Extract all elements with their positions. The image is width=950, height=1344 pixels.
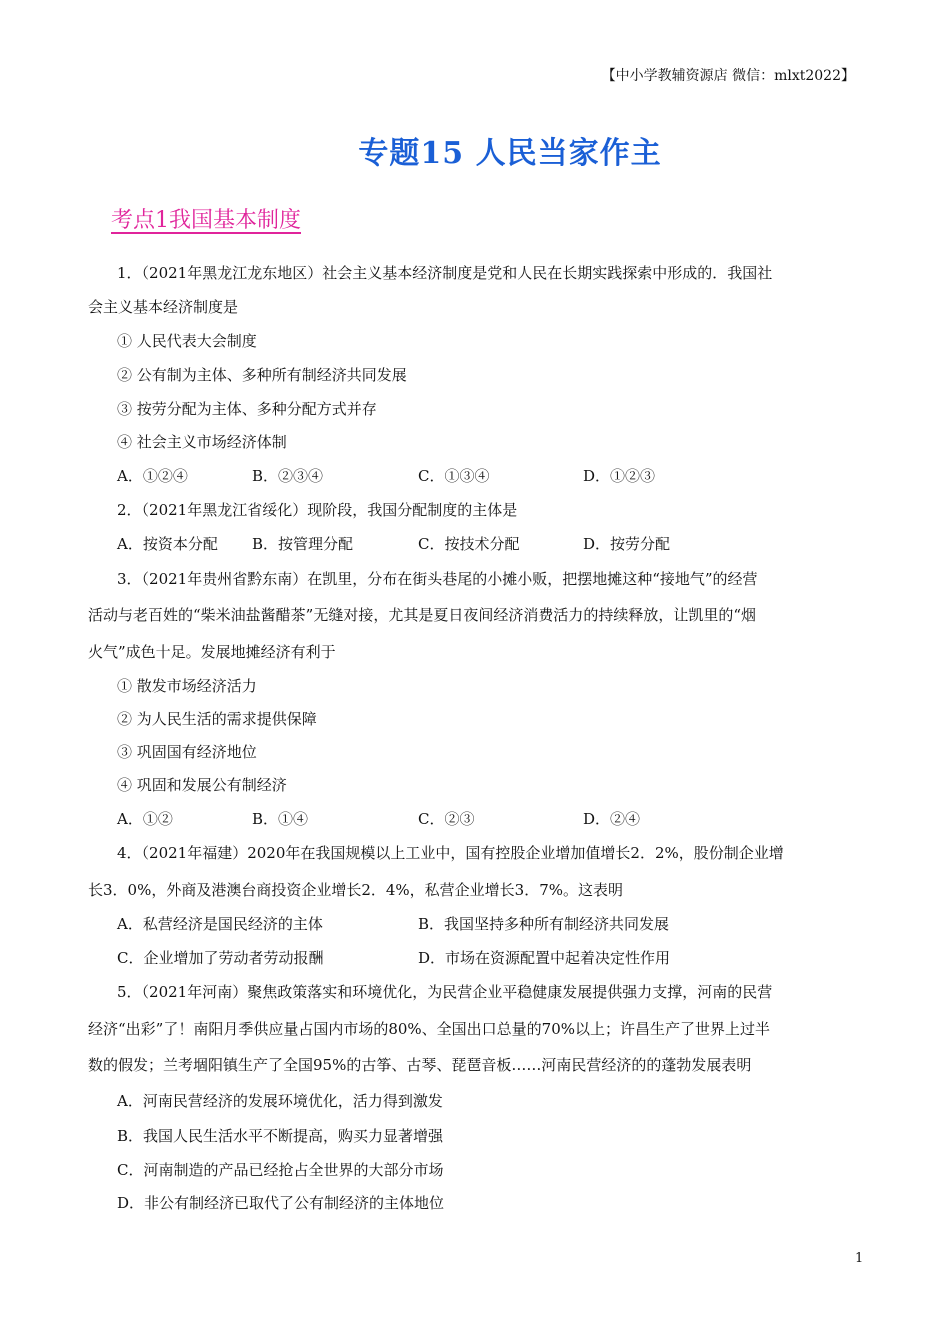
question-2-choice-c: C．按技术分配 — [418, 535, 520, 553]
question-1-choice-b: B．②③④ — [252, 467, 324, 485]
section-title: 考点1我国基本制度 — [111, 208, 301, 233]
question-2-stem: 2．（2021年黑龙江省绥化）现阶段，我国分配制度的主体是 — [117, 501, 518, 519]
question-4-stem: 4．（2021年福建）2020年在我国规模以上工业中，国有控股企业增加值增长2．2%，股份制企业增 — [117, 844, 784, 862]
question-5-choice-a: A．河南民营经济的发展环境优化，活力得到激发 — [117, 1092, 443, 1110]
question-5-choice-b: B．我国人民生活水平不断提高，购买力显著增强 — [117, 1127, 444, 1145]
question-3-item-2: ② 为人民生活的需求提供保障 — [117, 710, 317, 728]
question-2-choice-a: A．按资本分配 — [117, 535, 218, 553]
question-5-choice-d: D．非公有制经济已取代了公有制经济的主体地位 — [117, 1194, 445, 1212]
question-3-choice-d: D．②④ — [583, 810, 641, 828]
page-number: 1 — [855, 1251, 864, 1266]
page-title: 专题15 人民当家作主 — [358, 136, 662, 171]
header-note: 【中小学教辅资源店 微信：mlxt2022】 — [601, 68, 855, 84]
question-5-choice-c: C．河南制造的产品已经抢占全世界的大部分市场 — [117, 1161, 444, 1179]
question-1-item-3: ③ 按劳分配为主体、多种分配方式并存 — [117, 400, 377, 418]
question-3-item-3: ③ 巩固国有经济地位 — [117, 743, 257, 761]
question-2-choice-b: B．按管理分配 — [252, 535, 354, 553]
question-1-item-2: ② 公有制为主体、多种所有制经济共同发展 — [117, 366, 407, 384]
question-3-choice-b: B．①④ — [252, 810, 309, 828]
question-3-stem-cont-2: 火气”成色十足。发展地摊经济有利于 — [88, 643, 336, 661]
question-5-stem-cont-2: 数的假发；兰考堌阳镇生产了全国95%的古筝、古琴、琵琶音板……河南民营经济的的蓬勃发展表明 — [88, 1056, 752, 1074]
question-1-choice-c: C．①③④ — [418, 467, 490, 485]
question-3-stem: 3．（2021年贵州省黔东南）在凯里，分布在街头巷尾的小摊小贩，把摆地摊这种“接地气”的经营 — [117, 570, 758, 588]
question-4-choice-b: B．我国坚持多种所有制经济共同发展 — [418, 915, 670, 933]
question-5-stem-cont-1: 经济“出彩”了！南阳月季供应量占国内市场的80%、全国出口总量的70%以上；许昌生产了世界上过半 — [88, 1020, 771, 1038]
question-4-choice-a: A．私营经济是国民经济的主体 — [117, 915, 323, 933]
question-2-choice-d: D．按劳分配 — [583, 535, 671, 553]
question-1-stem: 1．（2021年黑龙江龙东地区）社会主义基本经济制度是党和人民在长期实践探索中形成的．我国社 — [117, 264, 773, 282]
question-4-choice-d: D．市场在资源配置中起着决定性作用 — [418, 949, 671, 967]
question-4-stem-cont: 长3．0%，外商及港澳台商投资企业增长2．4%，私营企业增长3．7%。这表明 — [88, 881, 624, 899]
question-3-choice-c: C．②③ — [418, 810, 475, 828]
question-1-item-1: ① 人民代表大会制度 — [117, 332, 257, 350]
question-3-item-1: ① 散发市场经济活力 — [117, 677, 257, 695]
question-1-choice-a: A．①②④ — [117, 467, 188, 485]
question-1-stem-cont: 会主义基本经济制度是 — [88, 298, 239, 316]
question-3-stem-cont-1: 活动与老百姓的“柴米油盐酱醋茶”无缝对接，尤其是夏日夜间经济消费活力的持续释放，让凯里的“烟 — [88, 606, 757, 624]
question-4-choice-c: C．企业增加了劳动者劳动报酬 — [117, 949, 324, 967]
question-3-item-4: ④ 巩固和发展公有制经济 — [117, 776, 287, 794]
question-5-stem: 5．（2021年河南）聚焦政策落实和环境优化，为民营企业平稳健康发展提供强力支撑，河南的民营 — [117, 983, 773, 1001]
question-3-choice-a: A．①② — [117, 810, 173, 828]
question-1-item-4: ④ 社会主义市场经济体制 — [117, 433, 287, 451]
question-1-choice-d: D．①②③ — [583, 467, 656, 485]
